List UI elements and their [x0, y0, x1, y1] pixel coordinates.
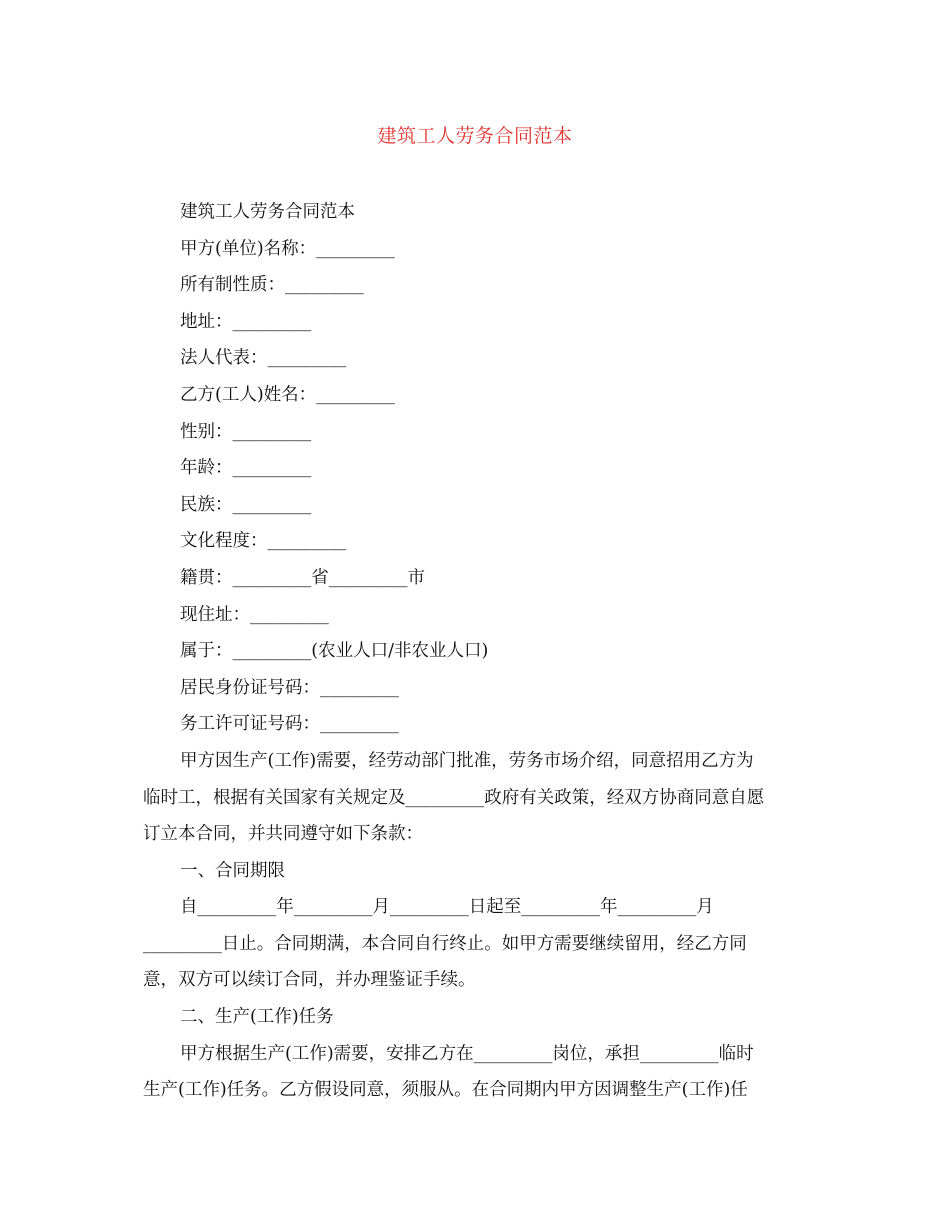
section-2-line-1: 甲方根据生产(工作)需要，安排乙方在_________岗位，承担_________临时 [180, 1043, 754, 1064]
native-place-field: 籍贯：_________省_________市 [180, 567, 425, 588]
id-number-field: 居民身份证号码：_________ [180, 677, 399, 698]
section-1-line-2: _________日止。合同期满，本合同自行终止。如甲方需要继续留用，经乙方同 [143, 933, 747, 954]
intro-line-2: 临时工，根据有关国家有关规定及_________政府有关政策，经双方协商同意自愿 [143, 787, 765, 808]
contract-subtitle: 建筑工人劳务合同范本 [180, 202, 355, 222]
section-1-line-1: 自_________年_________月_________日起至_________年_________月 [180, 897, 714, 918]
current-address-field: 现住址：_________ [180, 604, 329, 625]
gender-field: 性别：_________ [180, 421, 312, 442]
education-field: 文化程度：_________ [180, 531, 347, 552]
ethnicity-field: 民族：_________ [180, 494, 312, 515]
section-2-line-2: 生产(工作)任务。乙方假设同意，须服从。在合同期内甲方因调整生产(工作)任 [143, 1080, 748, 1101]
section-2-heading: 二、生产(工作)任务 [180, 1007, 334, 1028]
document-body [143, 194, 808, 1109]
work-permit-field: 务工许可证号码：_________ [180, 714, 399, 735]
intro-line-3: 订立本合同，并共同遵守如下条款： [143, 824, 423, 845]
ownership-field: 所有制性质：_________ [180, 275, 364, 296]
intro-line-1: 甲方因生产(工作)需要，经劳动部门批准，劳务市场介绍，同意招用乙方为 [180, 750, 754, 771]
address-field: 地址：_________ [180, 311, 312, 332]
party-b-name-field: 乙方(工人)姓名：_________ [180, 384, 395, 405]
legal-representative-field: 法人代表：_________ [180, 348, 347, 369]
household-type-field: 属于：_________(农业人口/非农业人口) [180, 641, 489, 662]
age-field: 年龄：_________ [180, 458, 312, 479]
document-title: 建筑工人劳务合同范本 [377, 125, 573, 147]
section-1-line-3: 意，双方可以续订合同，并办理鉴证手续。 [143, 970, 476, 991]
party-a-name-field: 甲方(单位)名称：_________ [180, 238, 395, 259]
section-1-heading: 一、合同期限 [180, 860, 285, 881]
